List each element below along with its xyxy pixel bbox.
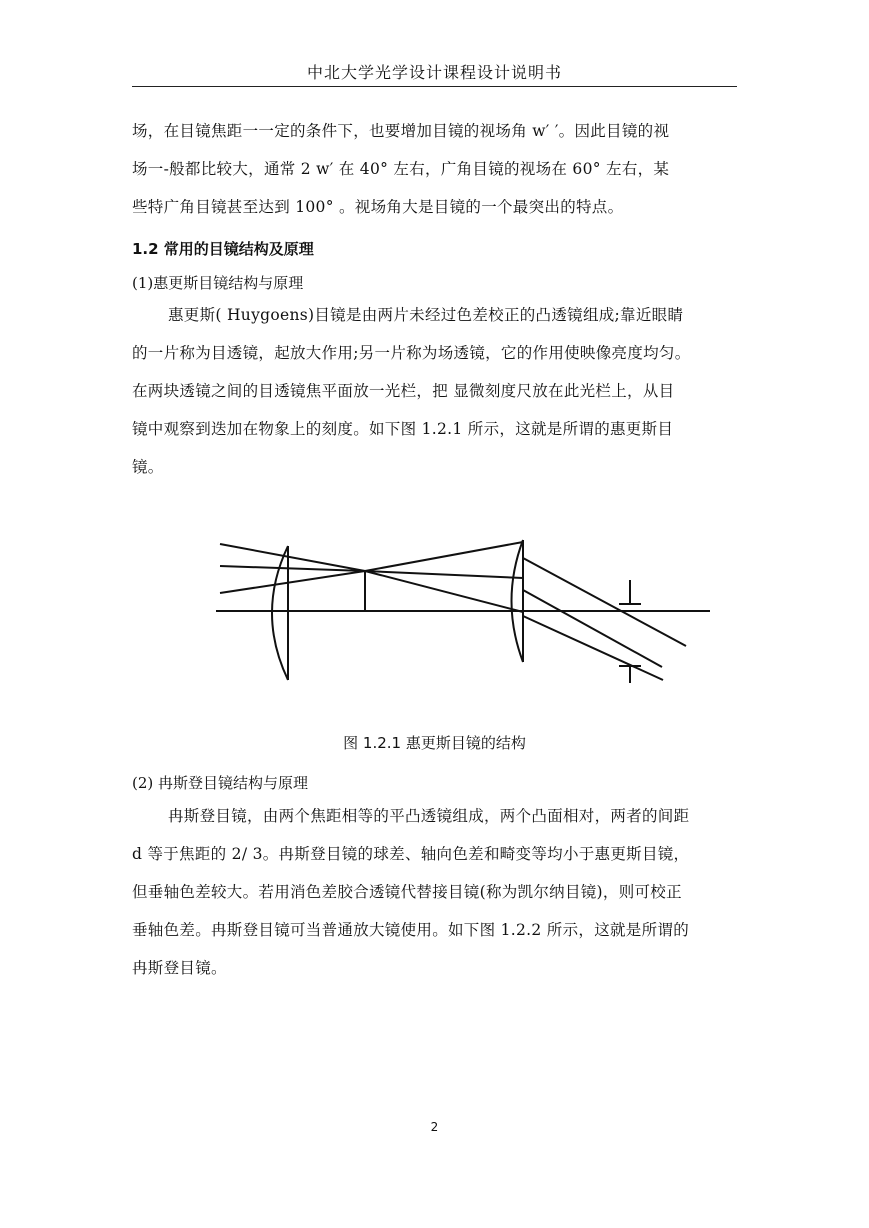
ray (523, 590, 662, 667)
page-number: 2 (430, 1120, 439, 1134)
huygens-line: 惠更斯( Huygoens)目镜是由两片未经过色差校正的凸透镜组成;靠近眼睛 (168, 306, 684, 324)
ramsden-line: d 等于焦距的 2/ 3。冉斯登目镜的球差、轴向色差和畸变等均小于惠更斯目镜， (132, 845, 690, 863)
ramsden-line: 冉斯登目镜。 (132, 959, 227, 977)
subsection-title-ramsden: (2) 冉斯登目镜结构与原理 (132, 774, 309, 792)
header-divider (132, 86, 737, 87)
huygens-line: 镜。 (132, 458, 164, 476)
ramsden-line: 冉斯登目镜，由两个焦距相等的平凸透镜组成，两个凸面相对，两者的间距 (168, 807, 690, 825)
ray (523, 558, 686, 646)
intro-line: 场，在目镜焦距一一定的条件下，也要增加目镜的视场角 w′ ′。因此目镜的视 (132, 122, 670, 140)
intro-line: 场一-般都比较大，通常 2 w′ 在 40° 左右，广角目镜的视场在 60° 左右，某 (132, 160, 670, 178)
section-heading: 1.2 常用的目镜结构及原理 (132, 240, 314, 258)
huygens-paragraph (132, 296, 738, 486)
huygens-line: 的一片称为目透镜，起放大作用;另一片称为场透镜，它的作用使映像亮度均匀。 (132, 344, 691, 362)
intro-line: 些特广角目镜甚至达到 100° 。视场角大是目镜的一个最突出的特点。 (132, 198, 624, 216)
eye-lens-curved-side (512, 540, 524, 662)
ramsden-line: 垂轴色差。冉斯登目镜可当普通放大镜使用。如下图 1.2.2 所示，这就是所谓的 (132, 921, 689, 939)
huygens-eyepiece-diagram (210, 530, 720, 690)
figure-caption: 图 1.2.1 惠更斯目镜的结构 (343, 734, 526, 752)
ramsden-line: 但垂轴色差较大。若用消色差胶合透镜代替接目镜(称为凯尔纳目镜)，则可校正 (132, 883, 682, 901)
field-lens-curved-side (272, 546, 288, 680)
intro-paragraph (132, 112, 738, 226)
ray (523, 616, 663, 680)
huygens-line: 在两块透镜之间的目透镜焦平面放一光栏，把 显微刻度尺放在此光栏上，从目 (132, 382, 675, 400)
huygens-line: 镜中观察到迭加在物象上的刻度。如下图 1.2.1 所示，这就是所谓的惠更斯目 (132, 420, 674, 438)
ramsden-paragraph (132, 797, 738, 987)
subsection-title-huygens: (1)惠更斯目镜结构与原理 (132, 274, 304, 292)
ray (220, 571, 365, 593)
ray (365, 542, 523, 571)
page-header-title: 中北大学光学设计课程设计说明书 (306, 63, 562, 82)
